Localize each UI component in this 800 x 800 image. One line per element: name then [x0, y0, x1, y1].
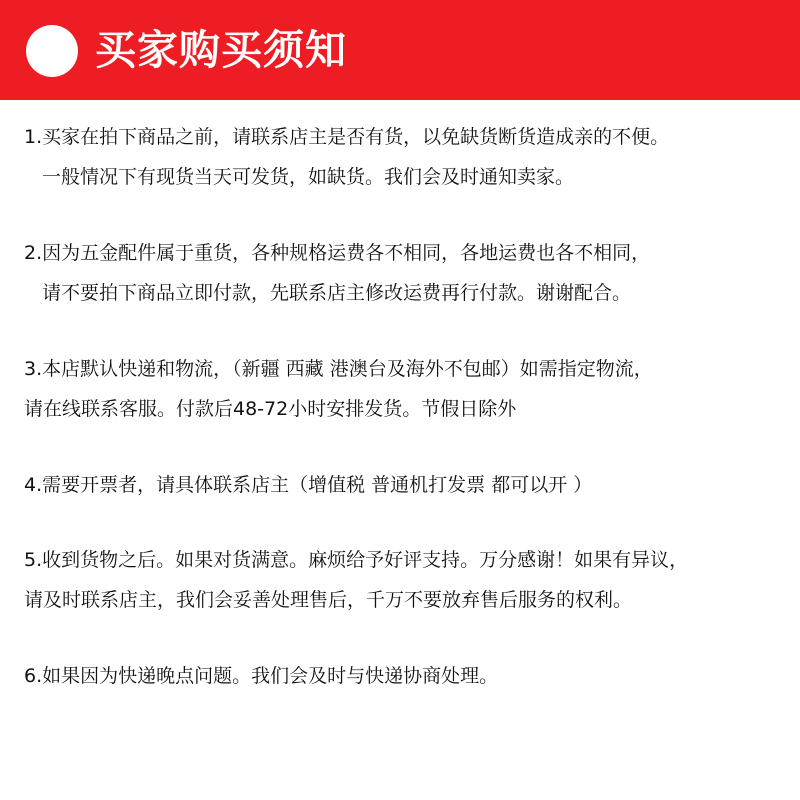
notice-4-line-1: 4.需要开票者，请具体联系店主（增值税 普通机打发票 都可以开 ）	[24, 474, 593, 496]
notice-3-line-1: 3.本店默认快递和物流，（新疆 西藏 港澳台及海外不包邮）如需指定物流，	[24, 358, 653, 380]
notice-5-line-1: 5.收到货物之后。如果对货满意。麻烦给予好评支持。万分感谢！如果有异议，	[24, 549, 689, 571]
notice-2-line-2: 请不要拍下商品立即付款，先联系店主修改运费再行付款。谢谢配合。	[42, 282, 632, 304]
notice-1-line-2: 一般情况下有现货当天可发货，如缺货。我们会及时通知卖家。	[42, 166, 575, 188]
notice-6-line-1: 6.如果因为快递晚点问题。我们会及时与快递协商处理。	[24, 665, 499, 687]
notice-5-line-2: 请及时联系店主，我们会妥善处理售后，千万不要放弃售后服务的权利。	[24, 589, 633, 611]
page-title: 买家购买须知	[95, 26, 347, 74]
notice-3-line-2: 请在线联系客服。付款后48-72小时安排发货。节假日除外	[24, 398, 517, 420]
notice-2-line-1: 2.因为五金配件属于重货，各种规格运费各不相同，各地运费也各不相同，	[24, 242, 651, 264]
notice-1-line-1: 1.买家在拍下商品之前，请联系店主是否有货，以免缺货断货造成亲的不便。	[24, 126, 670, 148]
